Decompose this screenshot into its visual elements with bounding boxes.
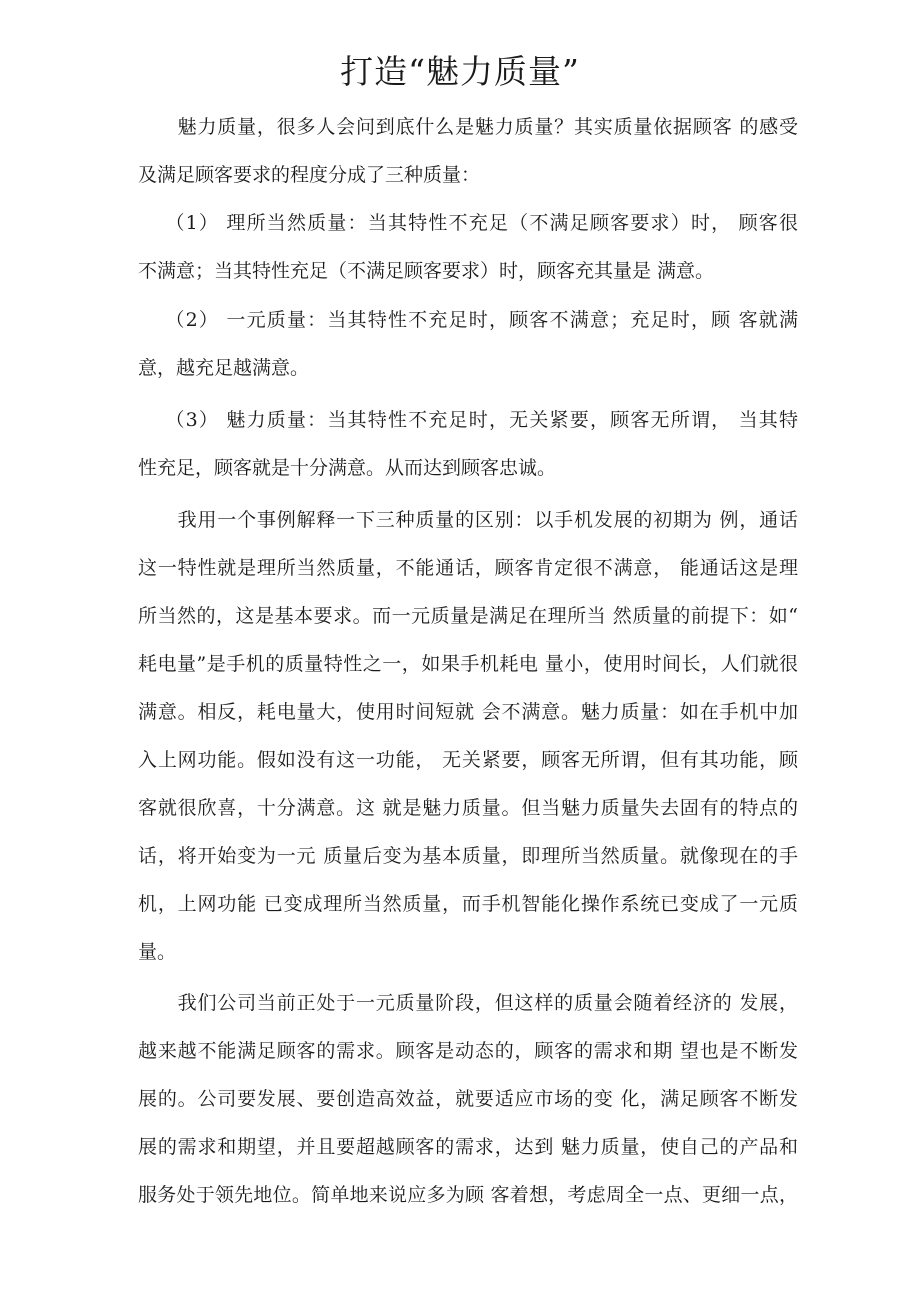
paragraph-6-line-4: 展的需求和期望，并且要超越顾客的需求，达到 魅力质量，使自己的产品和 bbox=[138, 1136, 798, 1158]
paragraph-5-line-9: 机，上网功能 已变成理所当然质量，而手机智能化操作系统已变成了一元质 bbox=[138, 893, 798, 915]
paragraph-6-line-3: 展的。公司要发展、要创造高效益，就要适应市场的变 化，满足顾客不断发 bbox=[138, 1088, 798, 1110]
paragraph-5-line-4: 耗电量”是手机的质量特性之一，如果手机耗电 量小，使用时间长，人们就很 bbox=[138, 653, 798, 675]
paragraph-5-line-7: 客就很欣喜，十分满意。这 就是魅力质量。但当魅力质量失去固有的特点的 bbox=[138, 797, 798, 819]
paragraph-5-line-1: 我用一个事例解释一下三种质量的区别：以手机发展的初期为 例，通话 bbox=[138, 509, 798, 531]
paragraph-5-line-3: 所当然的，这是基本要求。而一元质量是满足在理所当 然质量的前提下：如“ bbox=[138, 605, 798, 627]
paragraph-4-line-2: 性充足，顾客就是十分满意。从而达到顾客忠诚。 bbox=[138, 457, 557, 479]
paragraph-6-line-5: 服务处于领先地位。简单地来说应多为顾 客着想，考虑周全一点、更细一点， bbox=[138, 1184, 798, 1206]
paragraph-3-line-1: （2） 一元质量：当其特性不充足时，顾客不满意；充足时，顾 客就满 bbox=[138, 309, 798, 331]
paragraph-1-line-1: 魅力质量，很多人会问到底什么是魅力质量？其实质量依据顾客 的感受 bbox=[138, 116, 798, 138]
paragraph-5-line-5: 满意。相反，耗电量大，使用时间短就 会不满意。魅力质量：如在手机中加 bbox=[138, 701, 798, 723]
paragraph-6-line-1: 我们公司当前正处于一元质量阶段，但这样的质量会随着经济的 发展， bbox=[138, 992, 798, 1014]
paragraph-5-line-10: 量。 bbox=[138, 941, 177, 963]
page-title: 打造“魅力质量” bbox=[340, 52, 580, 91]
paragraph-2-line-2: 不满意；当其特性充足（不满足顾客要求）时，顾客充其量是 满意。 bbox=[138, 260, 715, 282]
paragraph-3-line-2: 意，越充足越满意。 bbox=[138, 357, 310, 379]
paragraph-1-line-2: 及满足顾客要求的程度分成了三种质量： bbox=[138, 164, 481, 186]
paragraph-5-line-6: 入上网功能。假如没有这一功能， 无关紧要，顾客无所谓，但有其功能，顾 bbox=[138, 749, 798, 771]
paragraph-5-line-2: 这一特性就是理所当然质量，不能通话，顾客肯定很不满意， 能通话这是理 bbox=[138, 557, 798, 579]
paragraph-4-line-1: （3） 魅力质量：当其特性不充足时，无关紧要，顾客无所谓， 当其特 bbox=[138, 409, 798, 431]
paragraph-6-line-2: 越来越不能满足顾客的需求。顾客是动态的，顾客的需求和期 望也是不断发 bbox=[138, 1040, 798, 1062]
paragraph-2-line-1: （1） 理所当然质量：当其特性不充足（不满足顾客要求）时， 顾客很 bbox=[138, 212, 798, 234]
paragraph-5-line-8: 话，将开始变为一元 质量后变为基本质量，即理所当然质量。就像现在的手 bbox=[138, 845, 798, 867]
